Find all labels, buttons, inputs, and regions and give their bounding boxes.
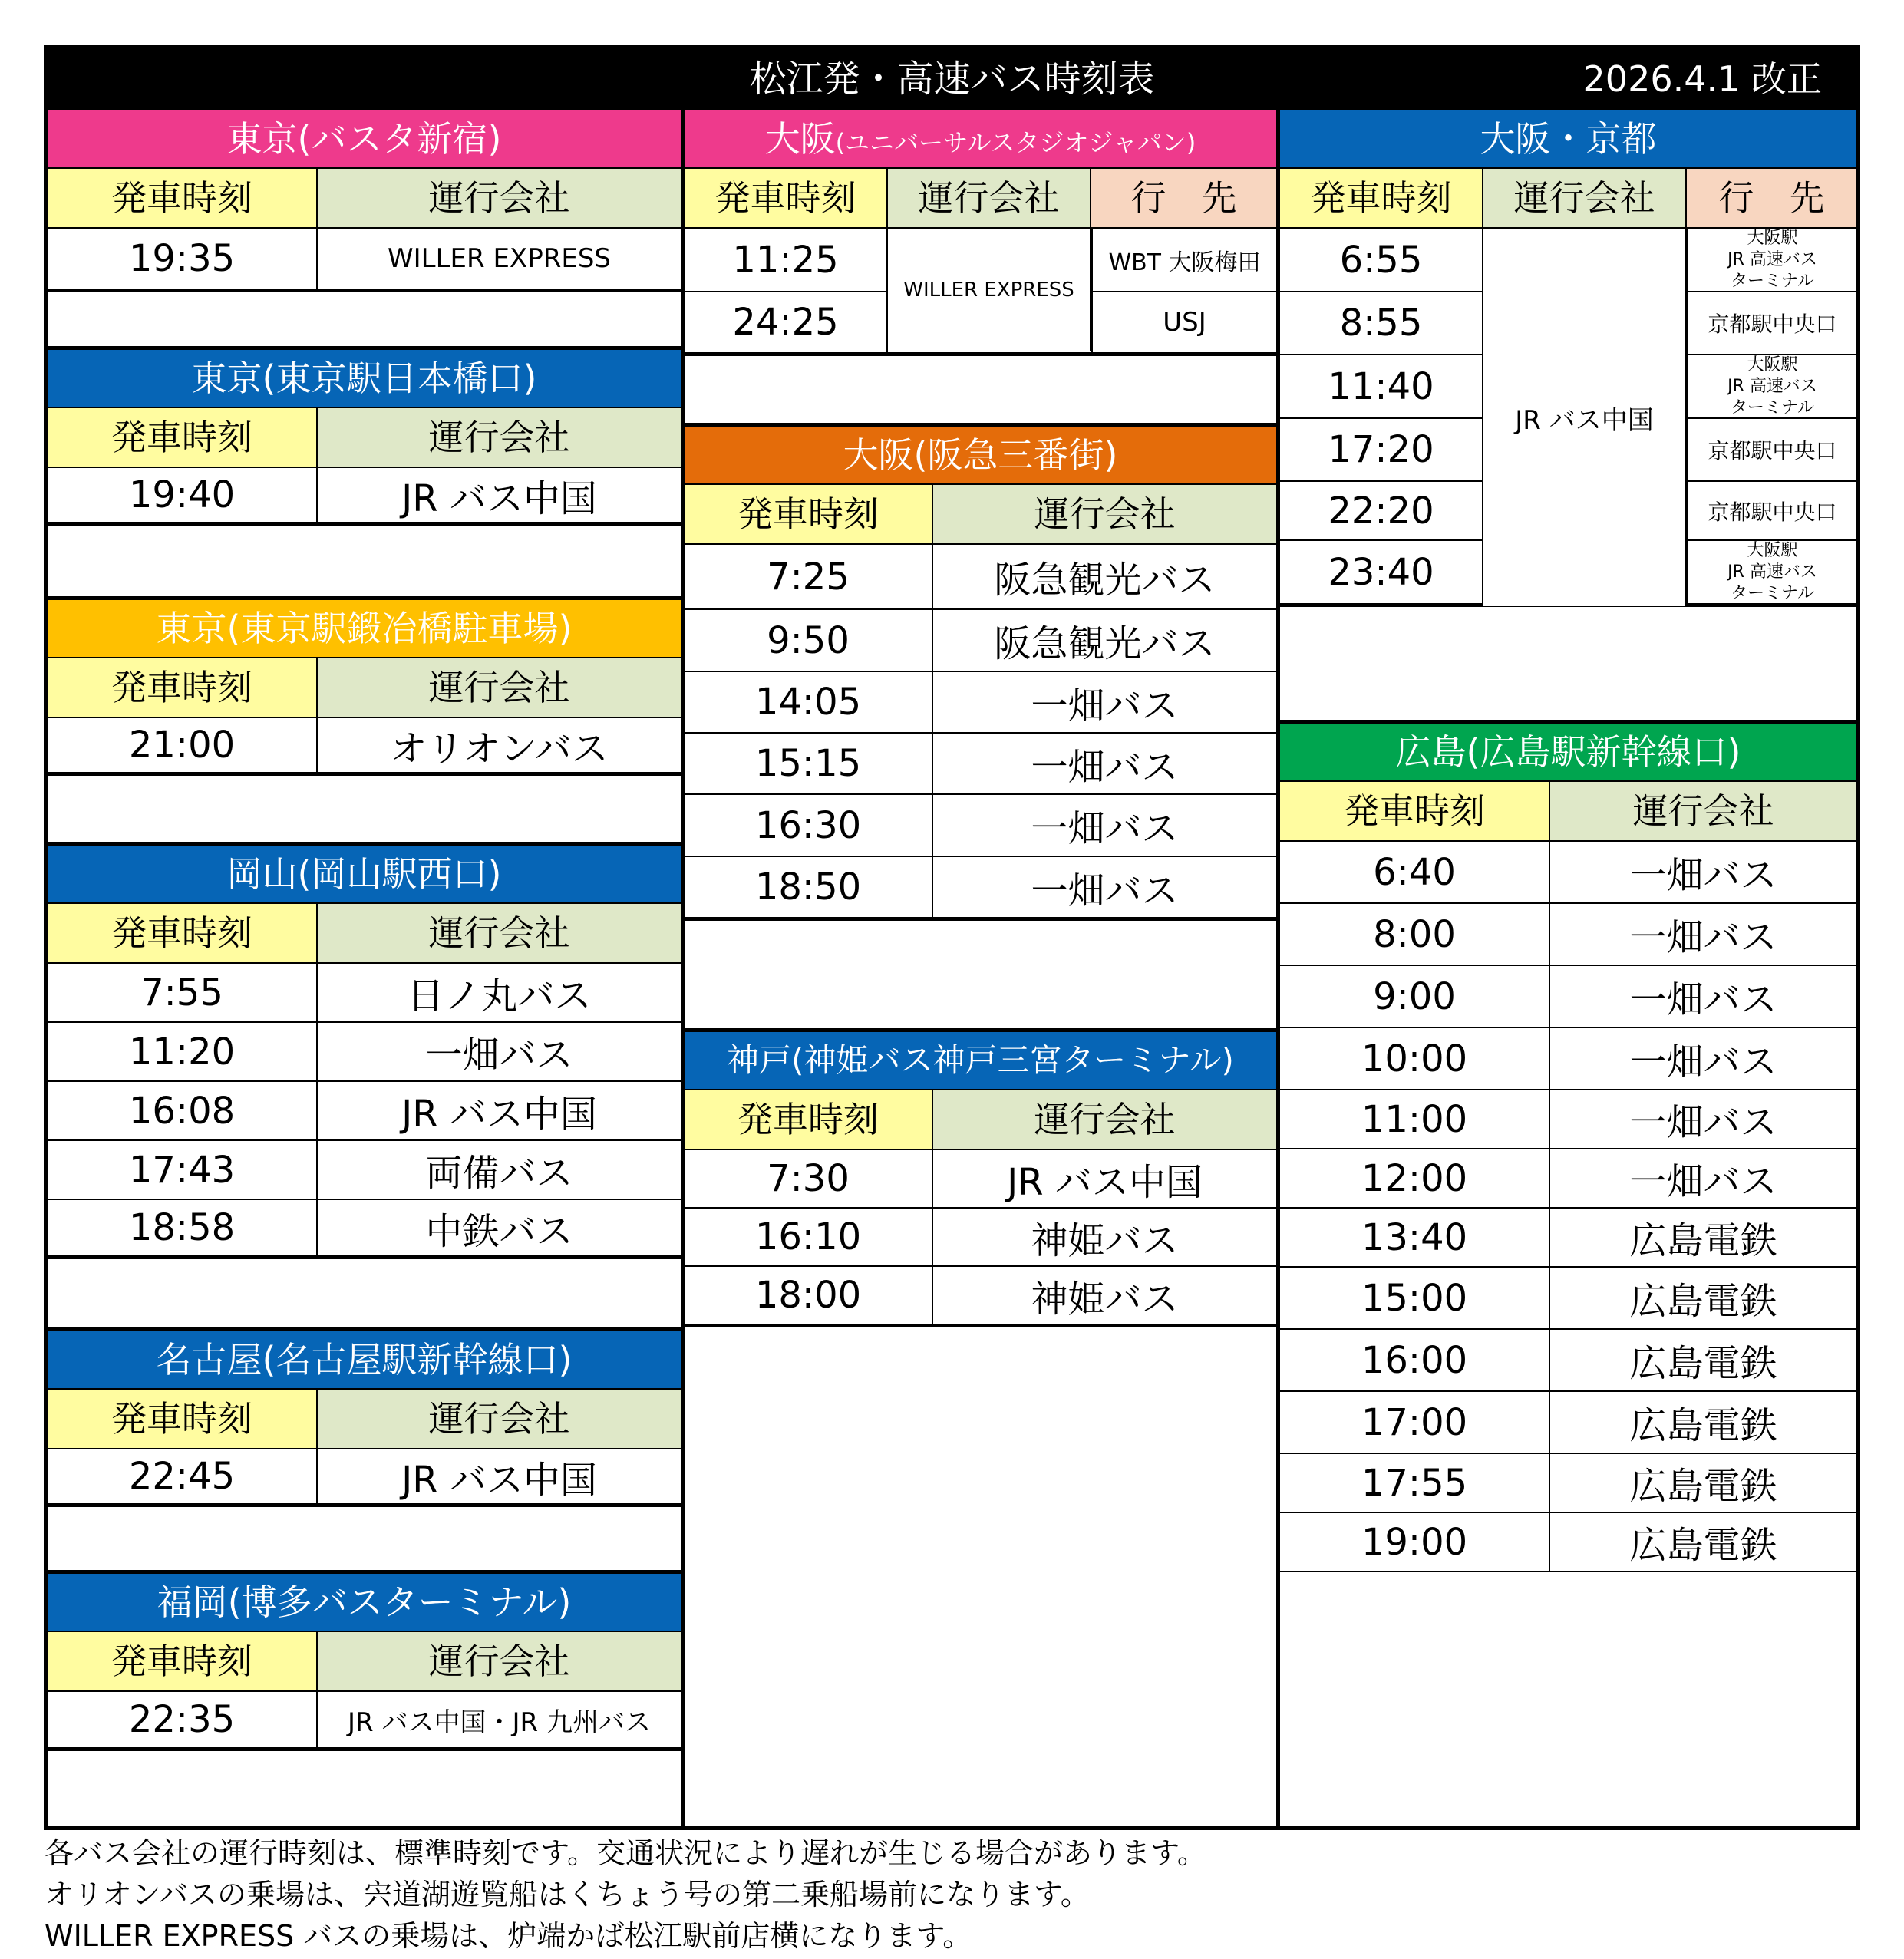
table-row [1280, 1513, 1856, 1572]
section-title: 大阪(阪急三番街) [685, 423, 1276, 485]
operator: 一畑バス [1031, 745, 1179, 789]
departure-time: 11:20 [48, 1023, 318, 1080]
section-kobe [685, 1028, 1276, 1327]
footnotes [45, 1832, 1206, 1957]
departure-time: 22:45 [48, 1449, 318, 1503]
departure-time: 22:20 [1280, 482, 1483, 539]
departure-time: 7:55 [48, 964, 318, 1021]
time-header: 発車時刻 [1280, 782, 1550, 840]
departure-time: 11:00 [1280, 1090, 1550, 1148]
operator: 一畑バス [1629, 916, 1777, 959]
departure-time: 6:40 [1280, 842, 1550, 902]
operator-header: 運行会社 [318, 1390, 681, 1448]
table-row [685, 672, 1276, 734]
table-row [685, 734, 1276, 795]
operator-header: 運行会社 [318, 904, 681, 962]
departure-time: 16:08 [48, 1082, 318, 1139]
table-row [1280, 1028, 1856, 1090]
section-title: 神戸(神姫バス神戸三宮ターミナル) [685, 1028, 1276, 1090]
departure-time: 19:35 [48, 229, 318, 289]
section-hiroshima [1280, 720, 1856, 1572]
usj-rows [685, 229, 1276, 355]
section-okayama [48, 842, 681, 1259]
table-row [48, 468, 681, 526]
table-row [48, 1692, 681, 1751]
section-title: 東京(バスタ新宿) [48, 110, 681, 169]
operator: 阪急観光バス [994, 559, 1216, 602]
departure-time: 19:00 [1280, 1513, 1550, 1571]
destination-header: 行 先 [1687, 169, 1856, 227]
section-title: 東京(東京駅日本橋口) [48, 346, 681, 408]
table-row [48, 1023, 681, 1082]
departure-time: 18:50 [685, 857, 933, 917]
operator: 広島電鉄 [1629, 1342, 1777, 1385]
operator: JR バス中国 [1007, 1160, 1203, 1204]
destination: 京都駅中央口 [1687, 419, 1856, 480]
departure-time: 7:25 [685, 545, 933, 608]
operator: オリオンバス [390, 727, 609, 770]
destination: 京都駅中央口 [1687, 482, 1856, 539]
operator: 日ノ丸バス [407, 975, 592, 1017]
table-row [48, 229, 681, 292]
header-row [48, 1390, 681, 1449]
time-header: 発車時刻 [685, 169, 888, 227]
operator: JR バス中国 [401, 1458, 597, 1502]
title-bar [48, 48, 1856, 110]
time-header: 発車時刻 [685, 1090, 933, 1149]
operator-header: 運行会社 [318, 1632, 681, 1690]
footnote: WILLER EXPRESS バスの乗場は、炉端かば松江駅前店横になります。 [45, 1919, 972, 1953]
table-row [1280, 904, 1856, 966]
operator: 一畑バス [425, 1034, 573, 1077]
section-osaka-usj [685, 110, 1276, 355]
table-row [1280, 1090, 1856, 1149]
section-title: 大阪・京都 [1280, 110, 1856, 169]
destination: USJ [1091, 292, 1276, 352]
table-row [1280, 1268, 1856, 1330]
table-row [685, 610, 1276, 672]
operator: 中鉄バス [425, 1209, 573, 1253]
table-row [1280, 1330, 1856, 1392]
section-tokyo-shinjuku [48, 110, 681, 292]
operator: 神姫バス [1031, 1277, 1179, 1321]
table-row [685, 545, 1276, 610]
operator-header: 運行会社 [318, 658, 681, 717]
table-row [48, 1082, 681, 1141]
section-fukuoka [48, 1570, 681, 1751]
operator: 一畑バス [1629, 854, 1777, 897]
table-row [1280, 842, 1856, 904]
table-row [1280, 1392, 1856, 1454]
departure-time: 8:55 [1280, 292, 1483, 354]
operator-header: 運行会社 [318, 169, 681, 227]
departure-time: 6:55 [1280, 229, 1483, 291]
operator: 広島電鉄 [1629, 1219, 1777, 1262]
operator-header: 運行会社 [1483, 169, 1687, 227]
time-header: 発車時刻 [48, 658, 318, 717]
table-row [685, 1150, 1276, 1209]
departure-time: 8:00 [1280, 904, 1550, 965]
header-row [685, 169, 1276, 229]
header-row [48, 408, 681, 468]
section-nagoya [48, 1327, 681, 1507]
operator: JR バス中国・JR 九州バス [348, 1707, 651, 1738]
operator: 一畑バス [1629, 1041, 1777, 1083]
footnote: 各バス会社の運行時刻は、標準時刻です。交通状況により遅れが生じる場合があります。 [45, 1836, 1206, 1870]
operator: 広島電鉄 [1629, 1524, 1777, 1567]
time-header: 発車時刻 [48, 169, 318, 227]
operator: JR バス中国 [1483, 229, 1687, 606]
header-row [48, 658, 681, 718]
operator: 広島電鉄 [1629, 1280, 1777, 1323]
destination: 大阪駅 JR 高速バス ターミナル [1687, 229, 1856, 291]
departure-time: 11:25 [685, 229, 888, 291]
table-row [685, 1209, 1276, 1267]
osaka-kyoto-rows [1280, 229, 1856, 607]
destination: 大阪駅 JR 高速バス ターミナル [1687, 541, 1856, 603]
table-row [685, 1267, 1276, 1327]
operator: 一畑バス [1031, 684, 1179, 727]
section-osaka-kyoto [1280, 110, 1856, 607]
departure-time: 10:00 [1280, 1028, 1550, 1089]
header-row [1280, 782, 1856, 842]
departure-time: 21:00 [48, 718, 318, 772]
departure-time: 12:00 [1280, 1149, 1550, 1207]
departure-time: 17:20 [1280, 419, 1483, 480]
operator: 広島電鉄 [1629, 1404, 1777, 1447]
operator: JR バス中国 [401, 477, 597, 520]
table-row [1280, 1454, 1856, 1513]
departure-time: 19:40 [48, 468, 318, 522]
departure-time: 17:55 [1280, 1454, 1550, 1512]
destination: 大阪駅 JR 高速バス ターミナル [1687, 355, 1856, 417]
revision-date: 2026.4.1 改正 [1582, 58, 1822, 100]
header-row [48, 1632, 681, 1692]
header-row [48, 169, 681, 229]
destination-header: 行 先 [1091, 169, 1276, 227]
operator: 一畑バス [1629, 1160, 1777, 1203]
departure-time: 13:40 [1280, 1209, 1550, 1266]
time-header: 発車時刻 [48, 1632, 318, 1690]
timetable-sheet [44, 45, 1860, 1830]
departure-time: 17:00 [1280, 1392, 1550, 1453]
departure-time: 18:58 [48, 1200, 318, 1255]
departure-time: 16:00 [1280, 1330, 1550, 1390]
departure-time: 23:40 [1280, 541, 1483, 603]
table-row [48, 718, 681, 776]
footnote: オリオンバスの乗場は、宍道湖遊覧船はくちょう号の第二乗船場前になります。 [45, 1878, 1090, 1911]
departure-time: 9:50 [685, 610, 933, 671]
time-header: 発車時刻 [48, 408, 318, 467]
operator: 一畑バス [1629, 1101, 1777, 1144]
departure-time: 18:00 [685, 1267, 933, 1324]
table-row [685, 857, 1276, 921]
table-row [1280, 966, 1856, 1028]
section-title: 福岡(博多バスターミナル) [48, 1570, 681, 1632]
time-header: 発車時刻 [48, 1390, 318, 1448]
departure-time: 16:10 [685, 1209, 933, 1265]
operator: WILLER EXPRESS [888, 229, 1091, 351]
operator: 阪急観光バス [994, 622, 1216, 665]
time-header: 発車時刻 [48, 904, 318, 962]
section-title: 広島(広島駅新幹線口) [1280, 720, 1856, 782]
table-row [48, 1449, 681, 1507]
destination: WBT 大阪梅田 [1091, 229, 1276, 291]
operator-header: 運行会社 [1550, 782, 1856, 840]
operator-header: 運行会社 [318, 408, 681, 467]
operator: 両備バス [425, 1152, 573, 1195]
departure-time: 15:00 [1280, 1268, 1550, 1328]
departure-time: 16:30 [685, 795, 933, 856]
section-osaka-hankyu [685, 423, 1276, 921]
operator: 一畑バス [1031, 869, 1179, 912]
departure-time: 24:25 [685, 292, 888, 352]
departure-time: 17:43 [48, 1141, 318, 1199]
operator: 広島電鉄 [1629, 1465, 1777, 1508]
table-row [48, 964, 681, 1023]
time-header: 発車時刻 [685, 485, 933, 543]
operator: JR バス中国 [401, 1093, 597, 1136]
section-title-main: 大阪 [764, 118, 836, 160]
time-header: 発車時刻 [1280, 169, 1483, 227]
departure-time: 14:05 [685, 672, 933, 732]
column-middle [685, 110, 1280, 1826]
departure-time: 11:40 [1280, 355, 1483, 417]
operator-header: 運行会社 [933, 485, 1276, 543]
section-tokyo-kajibashi [48, 596, 681, 776]
departure-time: 7:30 [685, 1150, 933, 1207]
section-tokyo-nihonbashi [48, 346, 681, 526]
table-row [1280, 1209, 1856, 1268]
operator-header: 運行会社 [933, 1090, 1276, 1149]
departure-time: 15:15 [685, 734, 933, 793]
column-left [48, 110, 685, 1826]
table-row [48, 1141, 681, 1200]
operator: 神姫バス [1031, 1219, 1179, 1262]
section-title [685, 110, 1276, 169]
departure-time: 9:00 [1280, 966, 1550, 1027]
departure-time: 22:35 [48, 1692, 318, 1747]
page-title: 松江発・高速バス時刻表 [749, 58, 1155, 101]
table-row [1280, 1149, 1856, 1209]
header-row [685, 485, 1276, 545]
section-title-sub: (ユニバーサルスタジオジャパン) [835, 128, 1196, 157]
operator: WILLER EXPRESS [388, 243, 611, 274]
table-row [48, 1200, 681, 1259]
operator: 一畑バス [1031, 807, 1179, 850]
header-row [48, 904, 681, 964]
operator: 一畑バス [1629, 978, 1777, 1021]
header-row [685, 1090, 1276, 1150]
section-title: 名古屋(名古屋駅新幹線口) [48, 1327, 681, 1390]
operator-header: 運行会社 [888, 169, 1091, 227]
section-title: 岡山(岡山駅西口) [48, 842, 681, 904]
header-row [1280, 169, 1856, 229]
table-row [685, 795, 1276, 857]
column-right [1280, 110, 1856, 1826]
section-title: 東京(東京駅鍛冶橋駐車場) [48, 596, 681, 658]
destination: 京都駅中央口 [1687, 292, 1856, 354]
